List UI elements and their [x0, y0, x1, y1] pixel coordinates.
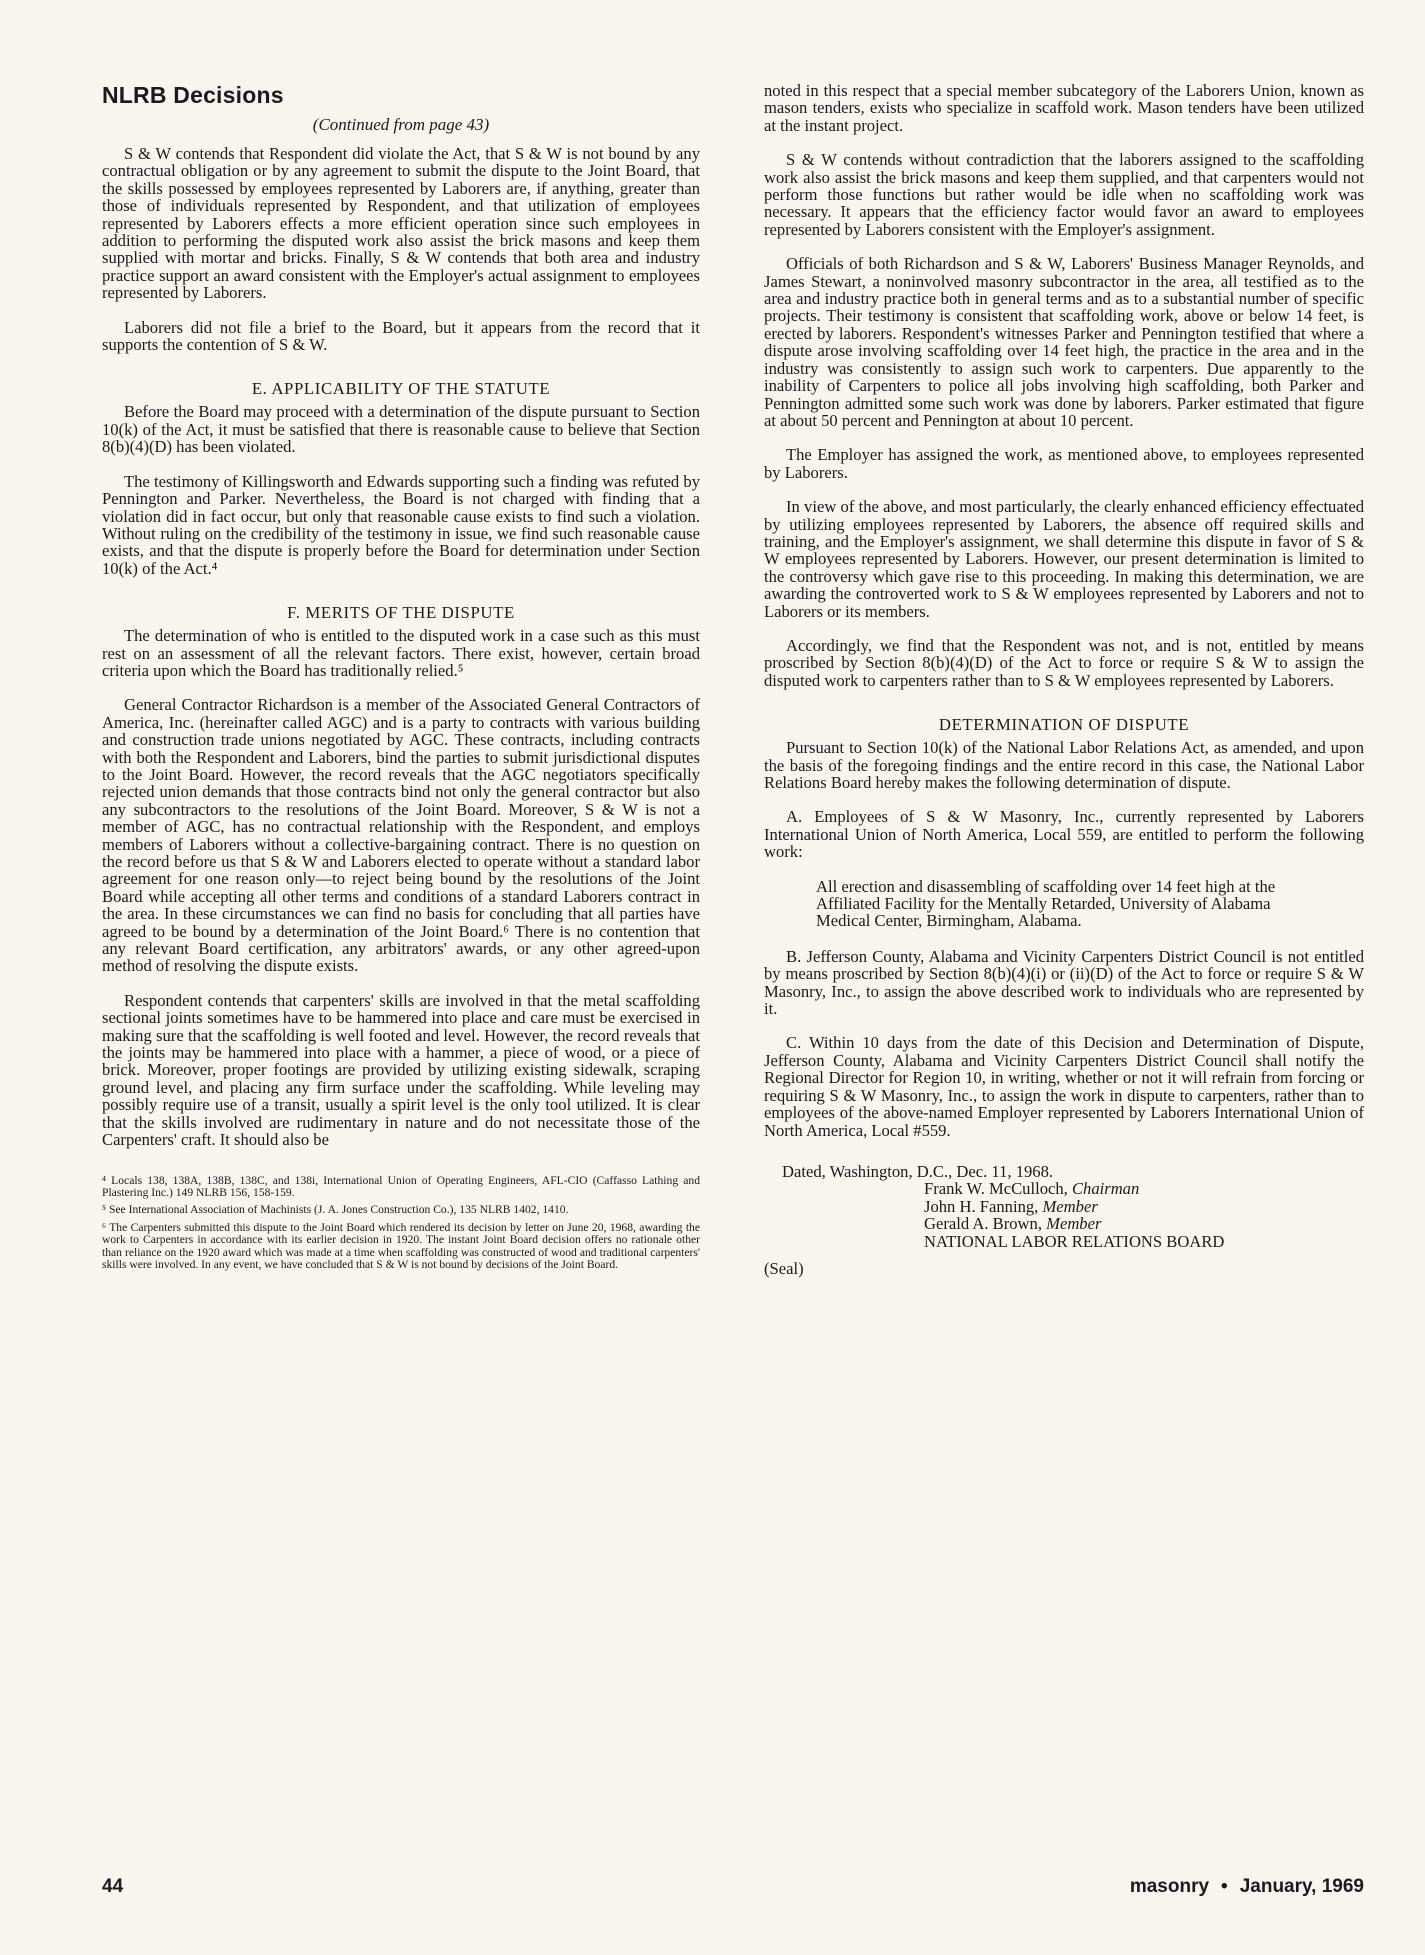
paragraph: Laborers did not file a brief to the Board, but it appears from the record that it supports the contention of S & W. — [102, 317, 700, 355]
signatory-title: Member — [1042, 1196, 1098, 1216]
seal-label: (Seal) — [764, 1258, 804, 1278]
dated-line: Dated, Washington, D.C., Dec. 11, 1968. — [782, 1161, 1054, 1181]
magazine-name: masonry — [1129, 1876, 1210, 1897]
paragraph: The Employer has assigned the work, as mentioned above, to employees represented by Laborers. — [764, 445, 1364, 482]
paragraph: Before the Board may proceed with a determination of the dispute pursuant to Section 10(k) of the Act, it must be satisfied that there is reasonable cause to believe that Section 8(b)(4)(D) has been violated. — [102, 402, 700, 457]
paragraph: noted in this respect that a special member subcategory of the Laborers Union, known as mason tenders, exists who specialize in scaffold work. Mason tenders have been utilized at the instant project. — [764, 81, 1364, 135]
paragraph: S & W contends that Respondent did violate the Act, that S & W is not bound by any contractual obligation or by any agreement to submit the dispute to the Joint Board, that the skills possessed by employees represented by Laborers are, if anything, greater than those of individuals represented by Respondent, and that utilization of employees represented by Laborers effects a more efficient operation since such employees in addition to performing the disputed work also assist the brick masons and keep them supplied with mortar and bricks. Finally, S & W contends that both area and industry practice support an award consistent with the Employer's actual assignment to employees represented by Laborers. — [102, 144, 700, 303]
work-description: All erection and disassembling of scaffolding over 14 feet high at the Affiliated Facility for the Mentally Retarded, University of Alabama Medical Center, Birmingham, Alabama. — [816, 876, 1276, 931]
paragraph: Accordingly, we find that the Respondent was not, and is not, entitled by means proscribed by Section 8(b)(4)(D) of the Act to force or require S & W to assign the disputed work to carpenters rather than to S & W employees represented by Laborers. — [764, 635, 1364, 690]
page-footer — [102, 1876, 1364, 1906]
issue-date: January, 1969 — [1239, 1876, 1364, 1897]
paragraph: A. Employees of S & W Masonry, Inc., currently represented by Laborers International Union of North America, Local 559, are entitled to perform the following work: — [764, 807, 1364, 862]
paragraph: Officials of both Richardson and S & W, Laborers' Business Manager Reynolds, and James Stewart, a noninvolved masonry subcontractor in the area, all testified as to the area and industry practice both in general terms and as to a substantial number of specific projects. Their testimony is consistent that scaffolding work, above or below 14 feet, is erected by laborers. Respondent's witnesses Parker and Pennington testified that where a dispute arose involving scaffolding over 14 feet high, the practice in the area and in the industry was consistently to assign such work to carpenters. Due apparently to the inability of Carpenters to police all jobs involving high scaffolding, both Parker and Pennington admitted some such work was done by laborers. Parker estimated that figure at about 50 percent and Pennington at about 10 percent. — [764, 254, 1364, 430]
paragraph: The determination of who is entitled to the disputed work in a case such as this must rest on an assessment of all the relevant factors. There exist, however, certain broad criteria upon which the Board has traditionally relied.⁵ — [102, 626, 700, 680]
bullet-separator: • — [1221, 1876, 1228, 1897]
paragraph: The testimony of Killingsworth and Edwards supporting such a finding was refuted by Pennington and Parker. Nevertheless, the Board is not charged with finding that a violation did in fact occur, but only that reasonable cause exists to find such a violation. Without ruling on the credibility of the testimony in issue, we find such reasonable cause exists, and that the dispute is properly before the Board for determination under Section 10(k) of the Act.⁴ — [102, 471, 700, 578]
paragraph: C. Within 10 days from the date of this Decision and Determination of Dispute, Jefferson County, Alabama and Vicinity Carpenters District Council shall notify the Regional Director for Region 10, in writing, whether or not it will refrain from forcing or requiring S & W Masonry, Inc., to assign the work in dispute to carpenters, rather than to employees of the above-named Employer represented by Laborers International Union of North America, Local #559. — [764, 1033, 1364, 1140]
signatory-1 — [924, 1180, 1364, 1197]
signatory-3 — [924, 1215, 1364, 1232]
left-column — [102, 82, 700, 1276]
paragraph: General Contractor Richardson is a member of the Associated General Contractors of America, Inc. (hereinafter called AGC) and is a party to contracts with various building and construction trade unions negotiated by AGC. These contracts, including contracts with both the Respondent and Laborers, bind the parties to submit jurisdictional disputes to the Joint Board. However, the record reveals that the AGC negotiators specifically rejected union demands that those contracts bind not only the general contractor but also any subcontractors to the resolutions of the Joint Board. Moreover, S & W is not a member of AGC, has no contractual relationship with the Respondent, and employs members of Laborers without a collective-bargaining contract. There is no question on the record before us that S & W and Laborers elected to operate without a standard labor agreement for one reason only—to reject being bound by the resolutions of the Joint Board while accepting all other terms and conditions of a standard Laborers contract in the area. In these circumstances we can find no basis for concluding that all parties have agreed to be bound by a determination of the Joint Board.⁶ There is no contention that any relevant Board certification, any arbitrators' awards, or any other agreed-upon method of resolving the dispute exists. — [102, 695, 700, 976]
footnote-4: ⁴ Locals 138, 138A, 138B, 138C, and 138i, International Union of Operating Engineers, AFL-CIO (Caffasso Lathing and Plastering Inc.) 149 NLRB 156, 158-159. — [102, 1173, 700, 1199]
signatory-2 — [924, 1198, 1364, 1215]
section-heading: NLRB Decisions — [102, 82, 284, 108]
subheading-determination: DETERMINATION OF DISPUTE — [938, 715, 1190, 735]
signatory-title: Member — [1046, 1214, 1102, 1234]
page-number: 44 — [102, 1876, 124, 1897]
paragraph: B. Jefferson County, Alabama and Vicinity Carpenters District Council is not entitled by means proscribed by Section 8(b)(4)(i) or (ii)(D) of the Act to force or require S & W Masonry, Inc., to assign the above described work to individuals who are represented by it. — [764, 946, 1364, 1019]
continued-note: (Continued from page 43) — [312, 115, 490, 134]
footnote-6: ⁶ The Carpenters submitted this dispute to the Joint Board which rendered its decision by letter on June 20, 1968, awarding the work to Carpenters in accordance with its earlier decision in 1920. The instant Joint Board decision offers no rationale other than reliance on the 1920 award which was made at a time when scaffolding was constructed of wood and traditional carpenters' skills were involved. In any event, we have concluded that S & W is not bound by decisions of the Joint Board. — [102, 1220, 700, 1271]
subheading-merits: F. MERITS OF THE DISPUTE — [287, 603, 515, 623]
right-column — [764, 82, 1364, 1277]
publication-line — [1130, 1876, 1364, 1898]
signatory-name: Gerald A. Brown, — [924, 1214, 1042, 1234]
signature-block — [764, 1163, 1364, 1277]
signatory-name: Frank W. McCulloch, — [924, 1179, 1068, 1199]
footnote-5: ⁵ See International Association of Machinists (J. A. Jones Construction Co.), 135 NLRB 1402, 1410. — [102, 1203, 569, 1217]
signatory-name: John H. Fanning, — [924, 1196, 1039, 1216]
subheading-applicability: E. APPLICABILITY OF THE STATUTE — [251, 379, 551, 399]
paragraph: Respondent contends that carpenters' skills are involved in that the metal scaffolding sectional joints sometimes have to be hammered into place and care must be exercised in making sure that the scaffolding is well footed and level. However, the record reveals that the joints may be hammered into place with a hammer, a piece of wood, or a piece of brick. Moreover, proper footings are provided by utilizing existing sidewalk, scraping ground level, and placing any firm surface under the scaffolding. While leveling may possibly require use of a transit, usually a spirit level is the only tool utilized. It is clear that the skills involved are rudimentary in nature and do not necessitate those of the Carpenters' craft. It should also be — [102, 990, 700, 1150]
paragraph: In view of the above, and most particularly, the clearly enhanced efficiency effectuated by utilizing employees represented by Laborers, the absence off required skills and training, and the Employer's assignment, we shall determine this dispute in favor of S & W employees represented by Laborers. However, our present determination is limited to the controversy which gave rise to this proceeding. In making this determination, we are awarding the controverted work to S & W employees represented by Laborers and not to Laborers or its members. — [764, 497, 1364, 621]
paragraph: Pursuant to Section 10(k) of the National Labor Relations Act, as amended, and upon the basis of the foregoing findings and the entire record in this case, the National Labor Relations Board hereby makes the following determination of dispute. — [764, 738, 1364, 792]
footnotes — [102, 1175, 700, 1272]
paragraph: S & W contends without contradiction that the laborers assigned to the scaffolding work also assist the brick masons and keep them supplied, and that carpenters would not perform those functions but rather would be idle when no scaffolding work was necessary. It appears that the efficiency factor would favor an award to employees represented by Laborers consistent with the Employer's assignment. — [764, 150, 1364, 239]
signatory-title: Chairman — [1071, 1179, 1140, 1199]
board-name: NATIONAL LABOR RELATIONS BOARD — [924, 1231, 1225, 1251]
